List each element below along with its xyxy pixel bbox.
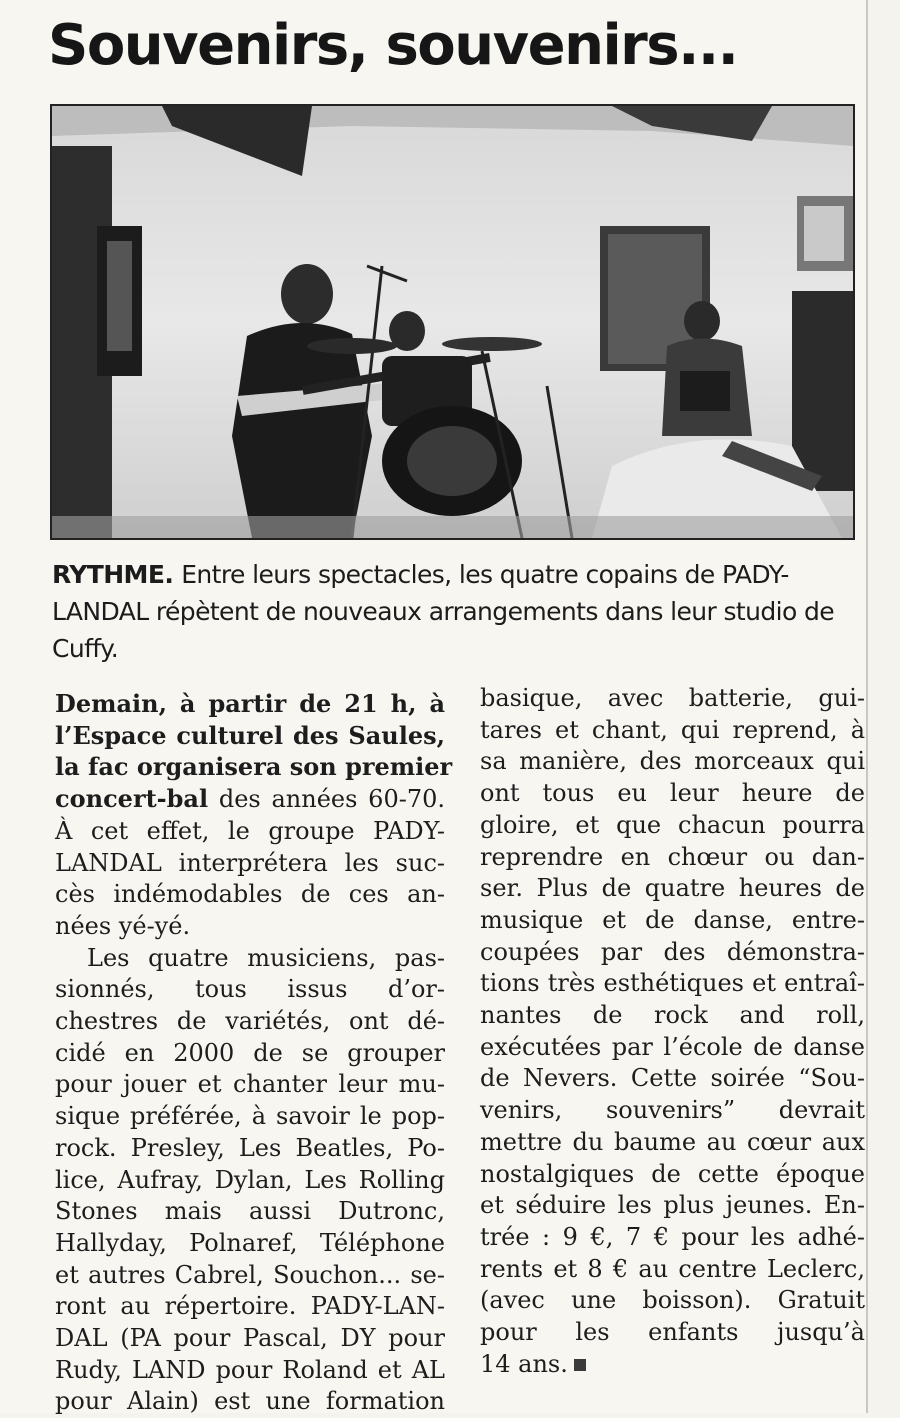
body-line: LANDAL interprétera les suc- [55,848,445,877]
body-line: Stones mais aussi Dutronc, [55,1197,445,1226]
body-line: venirs, souvenirs” devrait [480,1096,865,1125]
final-line [480,1349,865,1381]
clipping-edge [866,0,868,1413]
lead-line-mixed [55,783,445,816]
body-line: ont tous eu leur heure de [480,779,865,808]
body-line: ront au répertoire. PADY-LAN- [55,1292,445,1321]
body-line: pour Alain) est une formation [55,1387,445,1416]
lead-line: la fac organisera son premier [55,752,453,782]
body-line: basique, avec batterie, gui- [480,684,865,712]
body-line: Rudy, LAND pour Roland et AL [55,1355,445,1384]
caption-kicker: RYTHME. [52,560,174,589]
lead-line: Demain, à partir de 21 h, à [55,689,445,718]
photo-caption [52,556,842,667]
body-line: pour les enfants jusqu’à [480,1318,865,1347]
caption-text: Entre leurs spectacles, les quatre copains de PADY-LANDAL répètent de nouveaux arrangements dans leur studio de Cuffy. [52,560,835,663]
body-line: sique préférée, à savoir le pop- [55,1102,445,1131]
body-line: (avec une boisson). Gratuit [480,1286,865,1315]
body-line: ser. Plus de quatre heures de [480,874,865,903]
body-line: tions très esthétiques et entraî- [480,969,865,998]
body-line: de Nevers. Cette soirée “Sou- [480,1064,865,1093]
body-line: nantes de rock and roll, [480,1001,865,1030]
body-line: pour jouer et chanter leur mu- [55,1070,445,1099]
end-of-article-square-icon [574,1359,586,1371]
photo-illustration [52,106,853,538]
body-line: DAL (PA pour Pascal, DY pour [55,1324,445,1353]
body-line: lice, Aufray, Dylan, Les Rolling [55,1165,445,1194]
body-line: et séduire les plus jeunes. En- [480,1191,865,1220]
body-line: nostalgiques de cette époque [480,1159,865,1188]
headline: Souvenirs, souvenirs... [48,13,738,78]
body-line: trée : 9 €, 7 € pour les adhé- [480,1222,865,1251]
body-line: mettre du baume au cœur aux [480,1127,865,1156]
article-right-column [480,683,865,1380]
lead-bold-word: concert-bal [55,784,209,814]
article-left-column [55,688,453,1418]
body-line: tares et chant, qui reprend, à [480,715,865,744]
body-line: rents et 8 € au centre Leclerc, [480,1254,865,1283]
lead-line: l’Espace culturel des Saules, [55,720,445,750]
body-line: rock. Presley, Les Beatles, Po- [55,1133,445,1162]
lead-line-rest: des années 60-70. [208,785,445,814]
body-line: nées yé-yé. [55,911,191,940]
band-rehearsal-photo [50,104,855,540]
body-line: gloire, et que chacun pourra [480,810,865,839]
body-line: et autres Cabrel, Souchon... se- [55,1260,445,1289]
body-line: exécutées par l’école de danse [480,1032,865,1061]
body-line: cès indémodables de ces an- [55,880,445,909]
body-line: reprendre en chœur ou dan- [480,842,865,871]
body-line: À cet effet, le groupe PADY- [55,816,445,845]
body-line: chestres de variétés, ont dé- [55,1007,445,1036]
body-line: Hallyday, Polnaref, Téléphone [55,1228,445,1257]
body-line: 14 ans. [480,1349,568,1378]
body-line: sa manière, des morceaux qui [480,747,865,776]
body-line: musique et de danse, entre- [480,905,865,934]
body-line: Les quatre musiciens, pas- [87,943,445,972]
body-line: cidé en 2000 de se grouper [55,1038,445,1067]
body-line: sionnés, tous issus d’or- [55,975,445,1004]
body-line: coupées par des démonstra- [480,937,865,966]
